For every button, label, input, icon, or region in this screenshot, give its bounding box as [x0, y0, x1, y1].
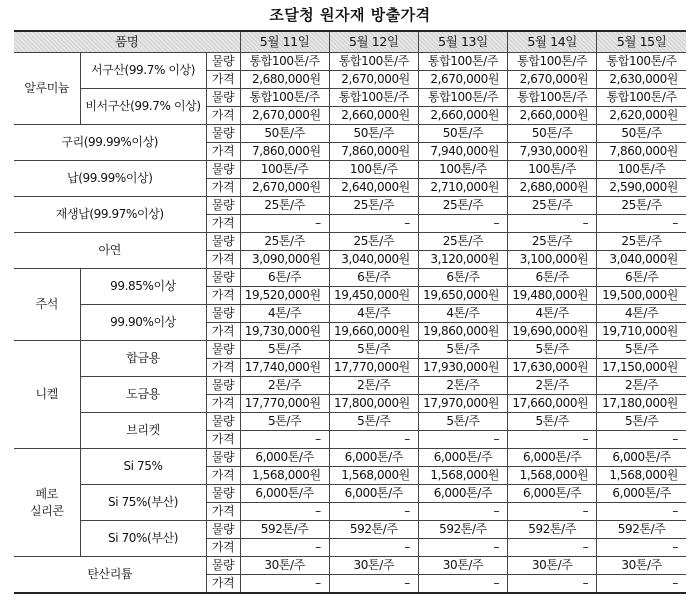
qty-cell: 6,000톤/주: [418, 449, 507, 467]
qty-cell: 6톤/주: [418, 269, 507, 287]
sub-item-name: 서구산(99.7% 이상): [80, 53, 206, 89]
sub-item-name: Si 75%: [80, 449, 206, 485]
qty-cell: 25톤/주: [240, 233, 329, 251]
qty-cell: 6,000톤/주: [329, 449, 418, 467]
qty-cell: 6톤/주: [329, 269, 418, 287]
price-cell: –: [597, 431, 686, 449]
price-cell: –: [329, 539, 418, 557]
page-title: 조달청 원자재 방출가격: [269, 6, 431, 24]
qty-cell: 5톤/주: [508, 341, 597, 359]
price-cell: 17,770,000원: [240, 395, 329, 413]
item-name: 주석: [14, 269, 80, 341]
price-cell: 17,970,000원: [418, 395, 507, 413]
qty-cell: 100톤/주: [597, 161, 686, 179]
qty-cell: 통합100톤/주: [418, 89, 507, 107]
price-label: 가격: [206, 143, 240, 161]
price-cell: 1,568,000원: [240, 467, 329, 485]
qty-cell: 6,000톤/주: [597, 485, 686, 503]
header-date: 5월 14일: [508, 31, 597, 53]
qty-cell: 통합100톤/주: [597, 53, 686, 71]
price-cell: 1,568,000원: [329, 467, 418, 485]
price-cell: –: [597, 575, 686, 594]
qty-cell: 4톤/주: [240, 305, 329, 323]
qty-cell: 592톤/주: [508, 521, 597, 539]
price-label: 가격: [206, 395, 240, 413]
price-label: 가격: [206, 71, 240, 89]
price-cell: –: [418, 539, 507, 557]
sub-item-name: 합금용: [80, 341, 206, 377]
price-label: 가격: [206, 467, 240, 485]
price-cell: 3,090,000원: [240, 251, 329, 269]
price-cell: –: [418, 575, 507, 594]
price-cell: 19,520,000원: [240, 287, 329, 305]
price-cell: –: [329, 431, 418, 449]
qty-cell: 25톤/주: [508, 233, 597, 251]
price-cell: 3,120,000원: [418, 251, 507, 269]
price-cell: 19,690,000원: [508, 323, 597, 341]
qty-cell: 25톤/주: [329, 197, 418, 215]
item-name: 알루미늄: [14, 53, 80, 125]
item-name: 아연: [14, 233, 206, 269]
table-row: [14, 269, 686, 287]
qty-cell: 5톤/주: [240, 341, 329, 359]
qty-cell: 50톤/주: [329, 125, 418, 143]
qty-cell: 100톤/주: [329, 161, 418, 179]
qty-cell: 50톤/주: [597, 125, 686, 143]
qty-cell: 2톤/주: [240, 377, 329, 395]
price-cell: 3,040,000원: [329, 251, 418, 269]
price-cell: 19,660,000원: [329, 323, 418, 341]
price-cell: –: [240, 215, 329, 233]
price-label: 가격: [206, 503, 240, 521]
price-label: 가격: [206, 575, 240, 594]
qty-cell: 5톤/주: [418, 413, 507, 431]
table-row: [14, 161, 686, 179]
header-row: [14, 31, 686, 53]
qty-label: 물량: [206, 305, 240, 323]
header-date: 5월 11일: [240, 31, 329, 53]
price-cell: 2,590,000원: [597, 179, 686, 197]
price-cell: –: [329, 215, 418, 233]
table-row: [14, 449, 686, 467]
price-cell: –: [597, 503, 686, 521]
price-cell: 2,710,000원: [418, 179, 507, 197]
price-cell: 3,040,000원: [597, 251, 686, 269]
price-cell: –: [597, 539, 686, 557]
price-cell: –: [597, 215, 686, 233]
qty-cell: 4톤/주: [597, 305, 686, 323]
price-table: [14, 30, 686, 594]
header-date: 5월 15일: [597, 31, 686, 53]
price-cell: –: [240, 575, 329, 594]
qty-label: 물량: [206, 521, 240, 539]
sub-item-name: Si 75%(부산): [80, 485, 206, 521]
table-row: [14, 125, 686, 143]
price-cell: –: [508, 503, 597, 521]
item-name: 납(99.99%이상): [14, 161, 206, 197]
qty-label: 물량: [206, 377, 240, 395]
qty-cell: 25톤/주: [418, 233, 507, 251]
qty-cell: 25톤/주: [418, 197, 507, 215]
qty-cell: 2톤/주: [418, 377, 507, 395]
price-cell: 17,930,000원: [418, 359, 507, 377]
price-cell: 17,800,000원: [329, 395, 418, 413]
price-cell: 2,670,000원: [240, 179, 329, 197]
price-cell: 2,670,000원: [508, 71, 597, 89]
qty-label: 물량: [206, 413, 240, 431]
qty-cell: 5톤/주: [508, 413, 597, 431]
price-cell: 3,100,000원: [508, 251, 597, 269]
qty-cell: 100톤/주: [508, 161, 597, 179]
price-cell: –: [508, 539, 597, 557]
price-label: 가격: [206, 107, 240, 125]
item-name: 페로 실리콘: [14, 449, 80, 557]
table-row: [14, 233, 686, 251]
price-cell: 2,680,000원: [240, 71, 329, 89]
qty-label: 물량: [206, 89, 240, 107]
price-cell: 19,500,000원: [597, 287, 686, 305]
price-cell: 2,670,000원: [240, 107, 329, 125]
price-label: 가격: [206, 215, 240, 233]
qty-cell: 6,000톤/주: [418, 485, 507, 503]
price-cell: 7,860,000원: [329, 143, 418, 161]
qty-cell: 6,000톤/주: [240, 449, 329, 467]
sub-item-name: Si 70%(부산): [80, 521, 206, 557]
qty-cell: 592톤/주: [329, 521, 418, 539]
header-date: 5월 13일: [418, 31, 507, 53]
price-cell: 17,630,000원: [508, 359, 597, 377]
table-row: [14, 53, 686, 71]
price-cell: 19,480,000원: [508, 287, 597, 305]
price-cell: 19,730,000원: [240, 323, 329, 341]
price-cell: 2,680,000원: [508, 179, 597, 197]
table-row: [14, 413, 686, 431]
price-label: 가격: [206, 359, 240, 377]
qty-cell: 592톤/주: [240, 521, 329, 539]
qty-cell: 통합100톤/주: [508, 53, 597, 71]
price-cell: –: [508, 431, 597, 449]
price-cell: 19,450,000원: [329, 287, 418, 305]
sub-item-name: 99.85%이상: [80, 269, 206, 305]
qty-label: 물량: [206, 125, 240, 143]
table-row: [14, 521, 686, 539]
price-cell: 1,568,000원: [597, 467, 686, 485]
item-name: 니켈: [14, 341, 80, 449]
qty-cell: 5톤/주: [240, 413, 329, 431]
price-cell: 19,650,000원: [418, 287, 507, 305]
qty-cell: 5톤/주: [597, 413, 686, 431]
table-row: [14, 197, 686, 215]
qty-cell: 30톤/주: [329, 557, 418, 575]
qty-label: 물량: [206, 557, 240, 575]
price-cell: 17,150,000원: [597, 359, 686, 377]
sub-item-name: 도금용: [80, 377, 206, 413]
qty-cell: 통합100톤/주: [508, 89, 597, 107]
qty-cell: 592톤/주: [418, 521, 507, 539]
price-cell: –: [508, 215, 597, 233]
table-row: [14, 341, 686, 359]
qty-cell: 6톤/주: [240, 269, 329, 287]
table-row: [14, 305, 686, 323]
qty-label: 물량: [206, 269, 240, 287]
qty-cell: 통합100톤/주: [240, 89, 329, 107]
qty-cell: 5톤/주: [329, 341, 418, 359]
qty-cell: 6,000톤/주: [240, 485, 329, 503]
price-cell: 2,630,000원: [597, 71, 686, 89]
qty-cell: 50톤/주: [418, 125, 507, 143]
price-cell: 19,710,000원: [597, 323, 686, 341]
price-cell: 7,930,000원: [508, 143, 597, 161]
qty-cell: 100톤/주: [240, 161, 329, 179]
qty-cell: 4톤/주: [329, 305, 418, 323]
price-cell: –: [418, 503, 507, 521]
qty-cell: 2톤/주: [597, 377, 686, 395]
qty-cell: 30톤/주: [240, 557, 329, 575]
sub-item-name: 비서구산(99.7% 이상): [80, 89, 206, 125]
qty-cell: 4톤/주: [508, 305, 597, 323]
qty-cell: 통합100톤/주: [329, 89, 418, 107]
qty-cell: 통합100톤/주: [329, 53, 418, 71]
price-cell: 2,620,000원: [597, 107, 686, 125]
qty-cell: 25톤/주: [329, 233, 418, 251]
qty-cell: 30톤/주: [508, 557, 597, 575]
price-label: 가격: [206, 431, 240, 449]
qty-label: 물량: [206, 233, 240, 251]
qty-cell: 6,000톤/주: [508, 485, 597, 503]
price-label: 가격: [206, 179, 240, 197]
price-label: 가격: [206, 287, 240, 305]
price-cell: 7,860,000원: [240, 143, 329, 161]
price-cell: 2,660,000원: [418, 107, 507, 125]
price-cell: –: [329, 503, 418, 521]
price-cell: 19,860,000원: [418, 323, 507, 341]
qty-cell: 6,000톤/주: [597, 449, 686, 467]
price-cell: 2,660,000원: [508, 107, 597, 125]
table-row: [14, 377, 686, 395]
qty-cell: 5톤/주: [597, 341, 686, 359]
qty-cell: 4톤/주: [418, 305, 507, 323]
qty-cell: 25톤/주: [597, 233, 686, 251]
price-cell: 17,180,000원: [597, 395, 686, 413]
price-label: 가격: [206, 539, 240, 557]
table-row: [14, 89, 686, 107]
qty-cell: 50톤/주: [240, 125, 329, 143]
price-cell: –: [240, 539, 329, 557]
price-cell: 17,770,000원: [329, 359, 418, 377]
qty-label: 물량: [206, 341, 240, 359]
qty-cell: 통합100톤/주: [418, 53, 507, 71]
table-row: [14, 557, 686, 575]
qty-cell: 2톤/주: [508, 377, 597, 395]
price-cell: –: [418, 215, 507, 233]
price-cell: 7,940,000원: [418, 143, 507, 161]
qty-cell: 6,000톤/주: [329, 485, 418, 503]
qty-cell: 50톤/주: [508, 125, 597, 143]
qty-cell: 5톤/주: [329, 413, 418, 431]
price-cell: 2,670,000원: [329, 71, 418, 89]
table-row: [14, 485, 686, 503]
qty-cell: 6,000톤/주: [508, 449, 597, 467]
price-cell: 2,670,000원: [418, 71, 507, 89]
price-cell: 17,740,000원: [240, 359, 329, 377]
item-name: 탄산리튬: [14, 557, 206, 594]
price-cell: –: [240, 503, 329, 521]
header-date: 5월 12일: [329, 31, 418, 53]
qty-cell: 25톤/주: [240, 197, 329, 215]
sub-item-name: 브리켓: [80, 413, 206, 449]
qty-cell: 2톤/주: [329, 377, 418, 395]
qty-cell: 30톤/주: [597, 557, 686, 575]
qty-cell: 5톤/주: [418, 341, 507, 359]
price-cell: –: [240, 431, 329, 449]
price-cell: –: [329, 575, 418, 594]
qty-cell: 25톤/주: [508, 197, 597, 215]
qty-label: 물량: [206, 449, 240, 467]
table-body: [14, 53, 686, 594]
price-cell: 2,640,000원: [329, 179, 418, 197]
price-label: 가격: [206, 251, 240, 269]
qty-cell: 통합100톤/주: [597, 89, 686, 107]
price-cell: –: [508, 575, 597, 594]
price-cell: 7,860,000원: [597, 143, 686, 161]
qty-label: 물량: [206, 485, 240, 503]
header-item: 품명: [14, 31, 240, 53]
item-name: 재생납(99.97%이상): [14, 197, 206, 233]
price-cell: 1,568,000원: [418, 467, 507, 485]
price-cell: –: [418, 431, 507, 449]
qty-cell: 통합100톤/주: [240, 53, 329, 71]
price-cell: 2,660,000원: [329, 107, 418, 125]
qty-cell: 30톤/주: [418, 557, 507, 575]
price-cell: 1,568,000원: [508, 467, 597, 485]
qty-label: 물량: [206, 197, 240, 215]
item-name: 구리(99.99%이상): [14, 125, 206, 161]
price-label: 가격: [206, 323, 240, 341]
qty-label: 물량: [206, 161, 240, 179]
qty-label: 물량: [206, 53, 240, 71]
qty-cell: 6톤/주: [508, 269, 597, 287]
qty-cell: 25톤/주: [597, 197, 686, 215]
qty-cell: 100톤/주: [418, 161, 507, 179]
price-cell: 17,660,000원: [508, 395, 597, 413]
qty-cell: 592톤/주: [597, 521, 686, 539]
qty-cell: 6톤/주: [597, 269, 686, 287]
sub-item-name: 99.90%이상: [80, 305, 206, 341]
